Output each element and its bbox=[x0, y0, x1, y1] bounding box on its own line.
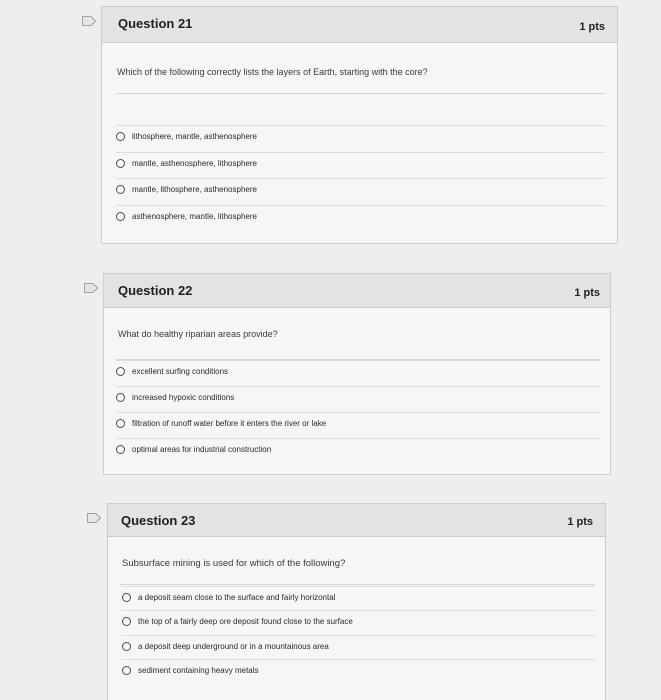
answer-option[interactable] bbox=[116, 125, 605, 147]
answer-option[interactable] bbox=[122, 610, 595, 632]
answer-label: mantle, asthenosphere, lithosphere bbox=[132, 159, 257, 168]
question-divider bbox=[120, 584, 595, 585]
answer-label: lithosphere, mantle, asthenosphere bbox=[132, 132, 257, 141]
answer-option[interactable] bbox=[116, 438, 600, 460]
answer-option[interactable] bbox=[122, 635, 595, 657]
question-prompt: Subsurface mining is used for which of the following? bbox=[122, 558, 346, 569]
radio-icon[interactable] bbox=[116, 185, 125, 194]
radio-icon[interactable] bbox=[116, 212, 125, 221]
radio-icon[interactable] bbox=[122, 642, 131, 651]
answer-option[interactable] bbox=[116, 178, 605, 200]
answer-option[interactable] bbox=[122, 586, 595, 608]
question-card bbox=[107, 503, 606, 700]
question-header bbox=[102, 7, 617, 43]
question-prompt: Which of the following correctly lists the layers of Earth, starting with the core? bbox=[117, 67, 428, 77]
question-card bbox=[103, 273, 611, 475]
answer-option[interactable] bbox=[116, 360, 600, 382]
flag-question-icon[interactable] bbox=[82, 16, 96, 26]
radio-icon[interactable] bbox=[116, 445, 125, 454]
question-title: Question 23 bbox=[121, 513, 196, 528]
radio-icon[interactable] bbox=[116, 419, 125, 428]
answer-label: excellent surfing conditions bbox=[132, 367, 229, 376]
question-card bbox=[101, 6, 618, 244]
question-title: Question 22 bbox=[118, 283, 193, 298]
answer-option[interactable] bbox=[116, 205, 605, 227]
answer-label: filtration of runoff water before it enters the river or lake bbox=[132, 419, 327, 428]
question-points: 1 pts bbox=[567, 516, 593, 528]
answer-option[interactable] bbox=[116, 386, 600, 408]
question-divider bbox=[116, 93, 605, 94]
flag-question-icon[interactable] bbox=[87, 513, 101, 523]
radio-icon[interactable] bbox=[116, 159, 125, 168]
radio-icon[interactable] bbox=[122, 593, 131, 602]
answer-option[interactable] bbox=[116, 412, 600, 434]
question-title: Question 21 bbox=[118, 16, 193, 31]
answer-option[interactable] bbox=[122, 659, 595, 681]
question-points: 1 pts bbox=[574, 287, 600, 299]
radio-icon[interactable] bbox=[116, 367, 125, 376]
answer-label: sediment containing heavy metals bbox=[138, 666, 259, 675]
radio-icon[interactable] bbox=[116, 132, 125, 141]
question-prompt: What do healthy riparian areas provide? bbox=[118, 329, 278, 339]
answer-label: mantle, lithosphere, asthenosphere bbox=[132, 185, 257, 194]
radio-icon[interactable] bbox=[122, 617, 131, 626]
radio-icon[interactable] bbox=[116, 393, 125, 402]
answer-label: a deposit deep underground or in a mountainous area bbox=[138, 642, 329, 651]
flag-question-icon[interactable] bbox=[84, 283, 98, 293]
question-header bbox=[104, 274, 610, 308]
answer-label: increased hypoxic conditions bbox=[132, 393, 235, 402]
answer-label: a deposit seam close to the surface and fairly horizontal bbox=[138, 593, 336, 602]
question-header bbox=[108, 504, 605, 537]
answer-option[interactable] bbox=[116, 152, 605, 174]
question-points: 1 pts bbox=[579, 21, 605, 33]
answer-label: asthenosphere, mantle, lithosphere bbox=[132, 212, 257, 221]
radio-icon[interactable] bbox=[122, 666, 131, 675]
answer-label: the top of a fairly deep ore deposit found close to the surface bbox=[138, 617, 353, 626]
answer-label: optimal areas for industrial construction bbox=[132, 445, 272, 454]
